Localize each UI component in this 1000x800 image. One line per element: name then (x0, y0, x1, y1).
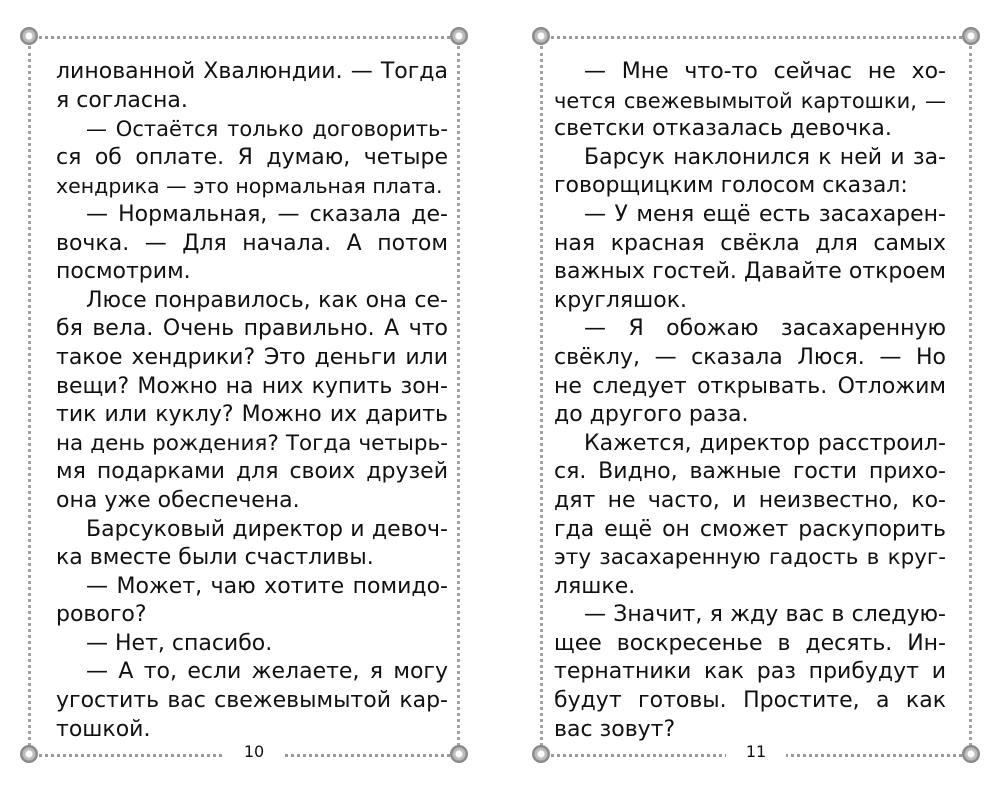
page-number: 10 (224, 740, 284, 764)
frame-top-border (544, 36, 968, 39)
text-line: — Я обожаю засахаренную (584, 316, 946, 342)
page-number: 11 (726, 740, 786, 764)
flower-ornament-icon (532, 27, 550, 45)
text-line: чется свежевымытой картошки, — (554, 88, 946, 113)
text-line: угостить вас свежевымытой кар- (56, 688, 448, 714)
text-line: говорщицким голосом сказал: (554, 173, 908, 199)
flower-ornament-icon (450, 745, 468, 763)
frame-right-border (457, 46, 460, 746)
text-line: не следует открывать. Отложим (554, 373, 946, 399)
text-line: до другого раза. (554, 402, 749, 428)
text-line: тик или куклу? Можно их дарить (56, 402, 448, 428)
flower-ornament-icon (450, 27, 468, 45)
text-line: — Нормальная, — сказала де- (86, 201, 448, 227)
text-line: я согласна. (56, 87, 188, 113)
text-line: тошкой. (56, 716, 151, 742)
page-right (530, 24, 982, 780)
text-line: Барсук наклонился к ней и за- (584, 144, 946, 170)
text-line: вас зовут? (554, 716, 676, 742)
text-line: ся об оплате. Я думаю, четыре (56, 144, 448, 170)
text-line: ляшке. (554, 573, 636, 599)
text-line: посмотрим. (56, 259, 191, 285)
text-line: она уже обеспечена. (56, 487, 300, 513)
frame-left-border (28, 46, 31, 746)
text-line: — Мне что-то сейчас не хо- (584, 59, 946, 84)
page-text (56, 58, 448, 744)
text-line: такое хендрики? Это деньги или (56, 344, 448, 370)
text-line: свёклу, — сказала Люся. — Но (554, 344, 946, 370)
text-line: вочка. — Для начала. А потом (56, 230, 448, 256)
text-line: мя подарками для своих друзей (56, 459, 448, 485)
text-line: будут готовы. Простите, а как (554, 688, 946, 714)
text-line: ная красная свёкла для самых (554, 230, 946, 256)
text-line: ся. Видно, важные гости прихо- (554, 459, 946, 485)
text-line: кругляшок. (554, 287, 687, 313)
text-line: важных гостей. Давайте откроем (554, 259, 946, 285)
flower-ornament-icon (20, 27, 38, 45)
flower-ornament-icon (962, 745, 980, 763)
text-line: линованной Хвалюндии. — Тогда (56, 59, 448, 84)
frame-top-border (32, 36, 456, 39)
text-line: бя вела. Очень правильно. А что (56, 316, 448, 342)
text-line: хендрика — это нормальная плата. (56, 174, 443, 199)
text-line: эту засахаренную гадость в круг- (554, 545, 946, 571)
text-line: — А то, если желаете, я могу (86, 659, 448, 685)
frame-left-border (540, 46, 543, 746)
text-line: Люсе понравилось, как она се- (86, 287, 448, 313)
text-line: — Может, чаю хотите помидо- (86, 573, 448, 599)
text-line: гда ещё он сможет раскупорить (554, 516, 946, 542)
text-line: — Значит, я жду вас в следую- (584, 602, 946, 628)
text-line: ка вместе были счастливы. (56, 545, 374, 571)
text-line: Кажется, директор расстроил- (584, 430, 946, 456)
text-line: на день рождения? Тогда четырь- (56, 430, 448, 456)
text-line: вещи? Можно на них купить зон- (56, 373, 448, 399)
text-line: — Нет, спасибо. (86, 630, 273, 656)
flower-ornament-icon (20, 745, 38, 763)
flower-ornament-icon (532, 745, 550, 763)
text-line: — Остаётся только договорить- (86, 117, 448, 142)
text-line: светски отказалась девочка. (554, 116, 892, 142)
text-line: дят не часто, и неизвестно, ко- (554, 487, 946, 513)
text-line: щее воскресенье в десять. Ин- (554, 630, 946, 656)
text-line: рового? (56, 602, 147, 628)
text-line: тернатники как раз прибудут и (554, 659, 946, 685)
page-left (18, 24, 470, 780)
text-line: — У меня ещё есть засахарен- (584, 201, 946, 227)
flower-ornament-icon (962, 27, 980, 45)
frame-right-border (969, 46, 972, 746)
text-line: Барсуковый директор и девоч- (86, 516, 448, 542)
page-text (554, 58, 946, 744)
